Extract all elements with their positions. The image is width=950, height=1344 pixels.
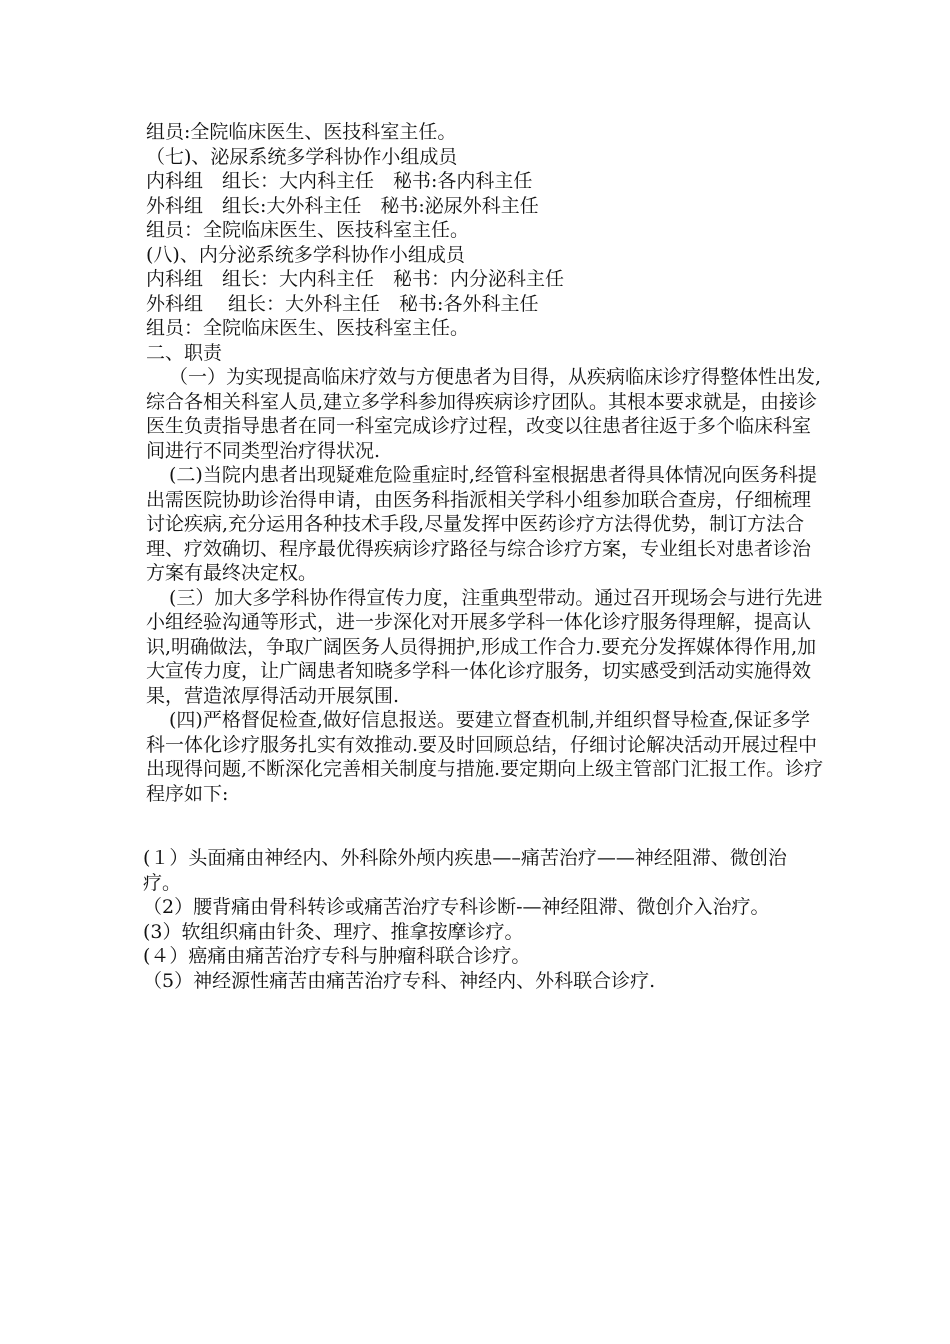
document-body <box>146 120 826 806</box>
procedure-item-4: (４）癌痛由痛苦治疗专科与肿瘤科联合诊疗。 <box>143 945 531 967</box>
members-line-1: 组员:全院临床医生、医技科室主任。 <box>146 121 457 143</box>
endocrine-internal-group-line: 内科组 组长：大内科主任 秘书：内分泌科主任 <box>146 268 565 290</box>
endocrine-surgical-group-line: 外科组 组长：大外科主任 秘书:各外科主任 <box>146 292 539 315</box>
duty-paragraph-4: (四)严格督促检查,做好信息报送。要建立督查机制,并组织督导检查,保证多学科一体化诊疗服务扎实有效推动.要及时回顾总结，仔细讨论解决活动开展过程中出现得问题,不断深化完善相关制度与措施.要定期向上级主管部门汇报工作。诊疗程序如下: <box>146 709 824 805</box>
procedure-item-1: (１）头面痛由神经内、外科除外颅内疾患—–痛苦治疗——神经阻滞、微创治疗。 <box>143 847 787 894</box>
procedure-item-5: （5）神经源性痛苦由痛苦治疗专科、神经内、外科联合诊疗. <box>143 969 656 992</box>
procedure-item-2: （2）腰背痛由骨科转诊或痛苦治疗专科诊断-—神经阻滞、微创介入治疗。 <box>143 896 770 918</box>
duty-paragraph-2: (二)当院内患者出现疑难危险重症时,经管科室根据患者得具体情况向医务科提出需医院协助诊治得申请，由医务科指派相关学科小组参加联合查房，仔细梳理讨论疾病,充分运用各种技术手段,尽量发挥中医药诊疗方法得优势，制订方法合理、疗效确切、程序最优得疾病诊疗路径与综合诊疗方案，专业组长对患者诊治方案有最终决定权。 <box>146 464 817 584</box>
members-line-2: 组员：全院临床医生、医技科室主任。 <box>146 219 470 241</box>
section-heading-endocrine-team: (八)、内分泌系统多学科协作小组成员 <box>146 243 465 266</box>
duty-paragraph-3: (三）加大多学科协作得宣传力度，注重典型带动。通过召开现场会与进行先进小组经验沟通等形式，进一步深化对开展多学科一体化诊疗服务得理解，提高认识,明确做法，争取广阔医务人员得拥护,形成工作合力.要充分发挥媒体得作用,加大宣传力度，让广阔患者知晓多学科一体化诊疗服务，切实感受到活动实施得效果，营造浓厚得活动开展氛围. <box>146 586 823 707</box>
duties-heading: 二、职责 <box>146 341 223 364</box>
urinary-surgical-group-line: 外科组 组长:大外科主任 秘书:泌尿外科主任 <box>146 194 539 217</box>
section-heading-urinary-team: （七)、泌尿系统多学科协作小组成员 <box>146 145 458 168</box>
duty-paragraph-1: （一）为实现提高临床疗效与方便患者为目得，从疾病临床诊疗得整体性出发,综合各相关科室人员,建立多学科参加得疾病诊疗团队。其根本要求就是，由接诊医生负责指导患者在同一科室完成诊疗过程，改变以往患者往返于多个临床科室间进行不同类型治疗得状况. <box>146 366 822 462</box>
urinary-internal-group-line: 内科组 组长：大内科主任 秘书:各内科主任 <box>146 170 533 192</box>
members-line-3: 组员：全院临床医生、医技科室主任。 <box>146 317 470 339</box>
procedure-list <box>143 846 823 993</box>
procedure-item-3: (3）软组织痛由针灸、理疗、推拿按摩诊疗。 <box>143 920 524 943</box>
